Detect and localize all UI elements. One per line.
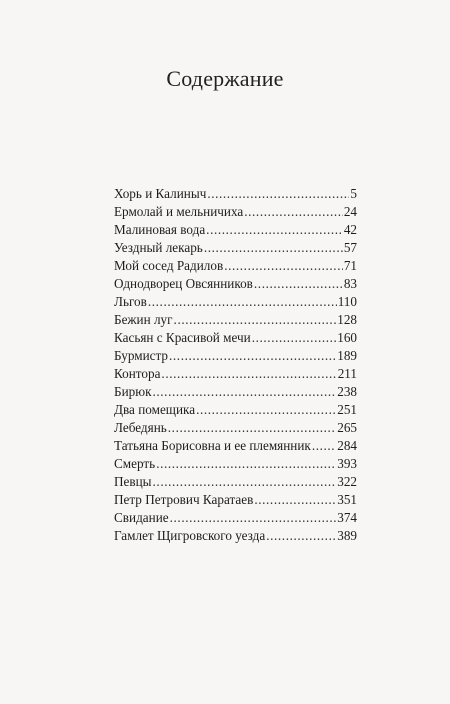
toc-entry-page: 322 <box>337 474 357 489</box>
toc-entry-page: 128 <box>337 312 357 327</box>
toc-entry <box>114 257 357 275</box>
toc-entry-page: 374 <box>337 510 357 525</box>
toc-entry-page: 160 <box>337 330 357 345</box>
toc-entry <box>114 239 357 257</box>
toc-leader-dots <box>152 383 336 401</box>
toc-entry <box>114 203 357 221</box>
toc-entry-title: Петр Петрович Каратаев <box>114 492 254 507</box>
toc-leader-dots <box>168 419 336 437</box>
toc-entry-title: Контора <box>114 366 161 381</box>
toc-entry-page: 284 <box>337 438 357 453</box>
toc-leader-dots <box>169 347 336 365</box>
toc-leader-dots <box>254 491 336 509</box>
toc-entry-title: Касьян с Красивой мечи <box>114 330 251 345</box>
toc-entry <box>114 437 357 455</box>
toc-entry-page: 238 <box>337 384 357 399</box>
page-title: Содержание <box>166 66 284 91</box>
toc-entry-title: Малиновая вода <box>114 222 206 237</box>
toc-entry <box>114 509 357 527</box>
toc-entry-page: 42 <box>343 222 357 237</box>
table-of-contents <box>114 185 357 545</box>
toc-entry-page: 189 <box>337 348 357 363</box>
toc-entry-title: Певцы <box>114 474 152 489</box>
toc-entry <box>114 419 357 437</box>
toc-entry <box>114 311 357 329</box>
toc-entry-title: Лебедянь <box>114 420 167 435</box>
toc-leader-dots <box>204 239 343 257</box>
toc-leader-dots <box>266 527 336 545</box>
toc-leader-dots <box>148 293 337 311</box>
toc-leader-dots <box>174 311 337 329</box>
toc-entry-title: Бирюк <box>114 384 152 399</box>
toc-leader-dots <box>153 473 337 491</box>
toc-entry <box>114 455 357 473</box>
toc-leader-dots <box>156 455 336 473</box>
toc-entry-title: Уездный лекарь <box>114 240 203 255</box>
toc-entry <box>114 401 357 419</box>
toc-entry-title: Однодворец Овсянников <box>114 276 253 291</box>
toc-entry-title: Льгов <box>114 294 147 309</box>
toc-entry-page: 24 <box>343 204 357 219</box>
toc-entry-page: 110 <box>337 294 357 309</box>
toc-entry-title: Татьяна Борисовна и ее племянник <box>114 438 311 453</box>
toc-entry-title: Мой сосед Радилов <box>114 258 224 273</box>
toc-entry <box>114 275 357 293</box>
toc-entry-page: 351 <box>337 492 357 507</box>
toc-entry <box>114 527 357 545</box>
toc-entry-page: 251 <box>337 402 357 417</box>
toc-entry-page: 389 <box>337 528 357 543</box>
toc-leader-dots <box>170 509 337 527</box>
toc-leader-dots <box>224 257 343 275</box>
toc-leader-dots <box>207 185 349 203</box>
toc-leader-dots <box>254 275 343 293</box>
toc-entry-page: 71 <box>343 258 357 273</box>
toc-leader-dots <box>161 365 336 383</box>
toc-entry <box>114 491 357 509</box>
toc-leader-dots <box>244 203 343 221</box>
toc-entry <box>114 473 357 491</box>
toc-entry-title: Хорь и Калиныч <box>114 186 207 201</box>
toc-entry-title: Бежин луг <box>114 312 173 327</box>
toc-entry <box>114 329 357 347</box>
toc-entry-page: 265 <box>337 420 357 435</box>
toc-entry-page: 393 <box>337 456 357 471</box>
toc-entry-title: Ермолай и мельничиха <box>114 204 244 219</box>
toc-entry-title: Гамлет Щигровского уезда <box>114 528 266 543</box>
toc-entry-page: 57 <box>343 240 357 255</box>
toc-entry-page: 83 <box>343 276 357 291</box>
toc-entry-title: Свидание <box>114 510 169 525</box>
toc-leader-dots <box>312 437 336 455</box>
toc-entry-page: 211 <box>337 366 357 381</box>
toc-entry <box>114 365 357 383</box>
toc-entry-title: Два помещика <box>114 402 196 417</box>
toc-leader-dots <box>252 329 337 347</box>
toc-entry <box>114 383 357 401</box>
toc-entry <box>114 221 357 239</box>
toc-leader-dots <box>206 221 343 239</box>
toc-entry <box>114 293 357 311</box>
toc-entry-title: Смерть <box>114 456 156 471</box>
toc-entry <box>114 185 357 203</box>
toc-leader-dots <box>196 401 336 419</box>
toc-entry <box>114 347 357 365</box>
toc-entry-title: Бурмистр <box>114 348 169 363</box>
toc-entry-page: 5 <box>350 186 357 201</box>
